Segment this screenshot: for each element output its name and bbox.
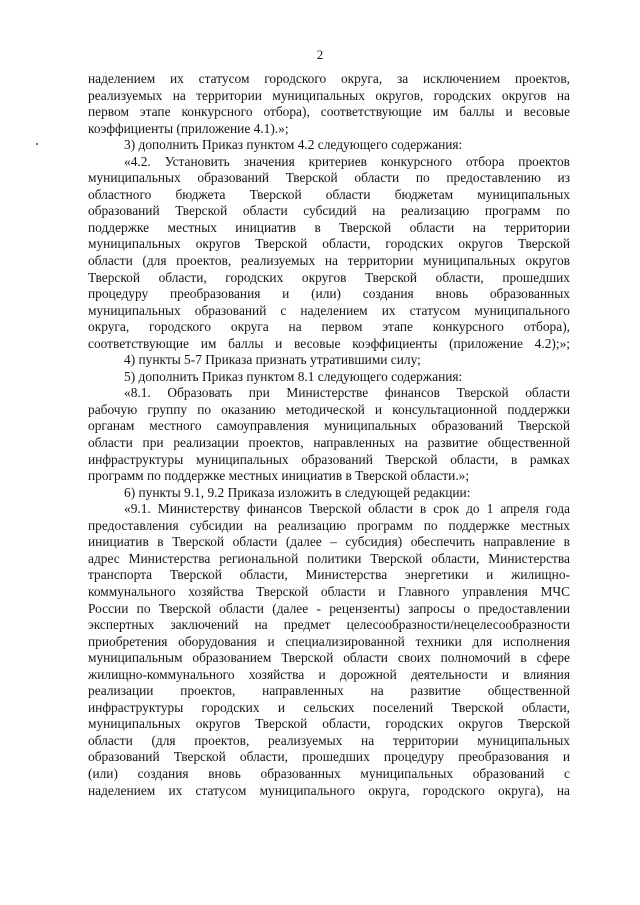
text-line: инициатив в Тверской области (далее – субсидия) обеспечить направление в <box>88 534 570 550</box>
text-line: 6) пункты 9.1, 9.2 Приказа изложить в следующей редакции: <box>124 484 471 500</box>
text-line: предоставления субсидии на реализацию программ по поддержке местных <box>88 517 570 533</box>
text-line: муниципальным образованием Тверской области своих полномочий в сфере <box>88 650 570 666</box>
text-line: коэффициенты (приложение 4.1).»; <box>88 120 289 136</box>
text-line: области (для проектов, реализуемых на территории муниципальных <box>88 732 570 748</box>
text-line: муниципальных образований с наделением их статусом муниципального <box>88 302 570 318</box>
text-line: наделением их статусом городского округа, за исключением проектов, <box>88 71 570 86</box>
text-line: 5) дополнить Приказ пунктом 8.1 следующего содержания: <box>124 368 463 384</box>
scan-speck <box>36 143 38 145</box>
text-line: 3) дополнить Приказ пунктом 4.2 следующего содержания: <box>124 137 463 153</box>
text-line: муниципальных округов Тверской области, городских округов Тверской <box>88 236 570 252</box>
text-line: 4) пункты 5-7 Приказа признать утратившими силу; <box>124 352 421 368</box>
text-line: адрес Министерства региональной политики Тверской области, Министерства <box>88 550 570 566</box>
text-line: первом этапе конкурсного отбора), соответствующие им баллы и весовые <box>88 104 570 120</box>
document-body <box>88 71 570 799</box>
text-line: Тверской области, городских округов Тверской области, прошедших <box>88 269 570 285</box>
page-number: 2 <box>316 47 324 62</box>
text-line: «9.1. Министерству финансов Тверской области в срок до 1 апреля года <box>124 501 570 517</box>
text-line: органам местного самоуправления муниципальных образований Тверской <box>88 418 570 434</box>
text-line: транспорта Тверской области, Министерства энергетики и жилищно- <box>88 567 570 583</box>
text-line: области (для проектов, реализуемых на территории муниципальных округов <box>88 253 570 269</box>
text-line: России по Тверской области (далее - рецензенты) запросы о предоставлении <box>88 600 570 616</box>
text-line: экспертных заключений на предмет целесообразности/нецелесообразности <box>88 617 570 633</box>
text-line: коммунального хозяйства Тверской области и Главного управления МЧС <box>88 583 570 599</box>
text-line: инфраструктуры городских и сельских поселений Тверской области, <box>88 699 570 715</box>
text-line: соответствующие им баллы и весовые коэффициенты (приложение 4.2);»; <box>88 335 570 351</box>
text-line: областного бюджета Тверской области бюджетам муниципальных <box>88 186 570 202</box>
text-line: образований Тверской области, прошедших процедуру преобразования и <box>88 749 570 765</box>
text-line: «4.2. Установить значения критериев конкурсного отбора проектов <box>124 153 570 169</box>
text-line: наделением их статусом муниципального округа, городского округа), на <box>88 782 570 798</box>
text-line: (или) создания вновь образованных муниципальных образований с <box>88 765 570 781</box>
text-line: приобретения оборудования и специализированной техники для исполнения <box>88 633 570 649</box>
text-line: области при реализации проектов, направленных на развитие общественной <box>88 435 570 451</box>
text-line: муниципальных образований Тверской области по предоставлению из <box>88 170 570 186</box>
text-line: процедуру преобразования и (или) создания вновь образованных <box>88 286 570 302</box>
text-line: рабочую группу по оказанию методической и консультационной поддержки <box>88 401 570 417</box>
text-line: округа, городского округа на первом этапе конкурсного отбора), <box>88 319 570 335</box>
text-line: муниципальных округов Тверской области, городских округов Тверской <box>88 716 570 732</box>
text-line: реализации проектов, направленных на развитие общественной <box>88 683 570 699</box>
text-line: реализуемых на территории муниципальных округов, городских округов на <box>88 87 570 103</box>
text-line: жилищно-коммунального хозяйства и дорожной деятельности и влияния <box>88 666 570 682</box>
text-line: поддержке местных инициатив в Тверской области на территории <box>88 219 570 235</box>
text-line: образований Тверской области субсидий на реализацию программ по <box>88 203 570 219</box>
text-line: программ по поддержке местных инициатив в Тверской области.»; <box>88 468 470 484</box>
text-line: инфраструктуры муниципальных образований Тверской области, в рамках <box>88 451 570 467</box>
text-line: «8.1. Образовать при Министерстве финансов Тверской области <box>124 385 570 401</box>
